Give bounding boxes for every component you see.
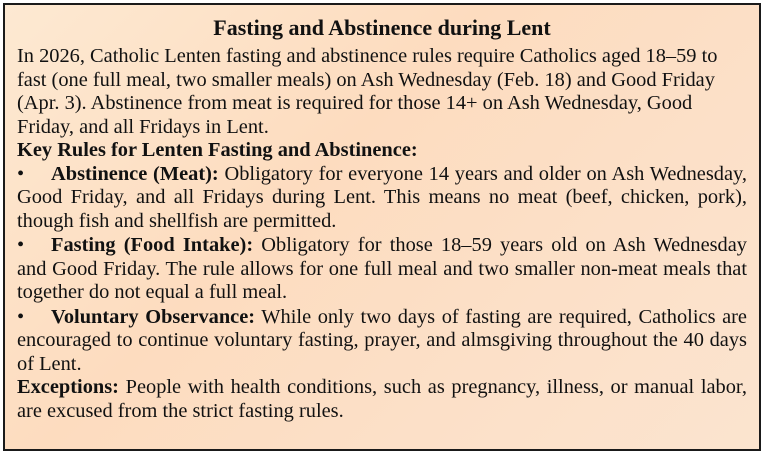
intro-paragraph: In 2026, Catholic Lenten fasting and abstinence rules require Catholics aged 18–59 to fast (one full meal, two smaller meals) on Ash Wednesday (Feb. 18) and Good Friday (Apr. 3). Abstinence from meat is required for those 14+ on Ash Wednesday, Good Friday, and all Fridays in Lent. [17,45,718,138]
exceptions-text: People with health conditions, such as pregnancy, illness, or manual labor, are excused from the strict fasting rules. [17,376,747,422]
exceptions-paragraph [17,376,747,423]
rule-item-voluntary [17,306,747,377]
rule-lead: Abstinence (Meat): [51,162,219,185]
exceptions-lead: Exceptions: [17,376,119,398]
rule-item-fasting [17,234,747,305]
rule-lead: Voluntary Observance: [51,305,256,328]
bullet-icon: • [17,162,25,185]
box-title: Fasting and Abstinence during Lent [213,15,551,40]
rule-text: While only two days of fasting are required, Catholics are encouraged to continue voluntary fasting, prayer, and almsgiving throughout the 40 days of Lent. [17,305,747,375]
rule-text: Obligatory for those 18–59 years old on Ash Wednesday and Good Friday. The rule allows for one full meal and two smaller non-meat meals that together do not equal a full meal. [17,234,747,303]
bullet-icon: • [17,305,25,328]
lent-info-box [3,3,761,451]
rules-heading: Key Rules for Lenten Fasting and Abstinence: [17,139,418,161]
bullet-icon: • [17,234,25,256]
rule-lead: Fasting (Food Intake): [51,234,254,256]
rule-text: Obligatory for everyone 14 years and older on Ash Wednesday, Good Friday, and all Fridays during Lent. This means no meat (beef, chicken, pork), though fish and shellfish are permitted. [17,162,747,232]
rule-item-abstinence [17,163,747,234]
